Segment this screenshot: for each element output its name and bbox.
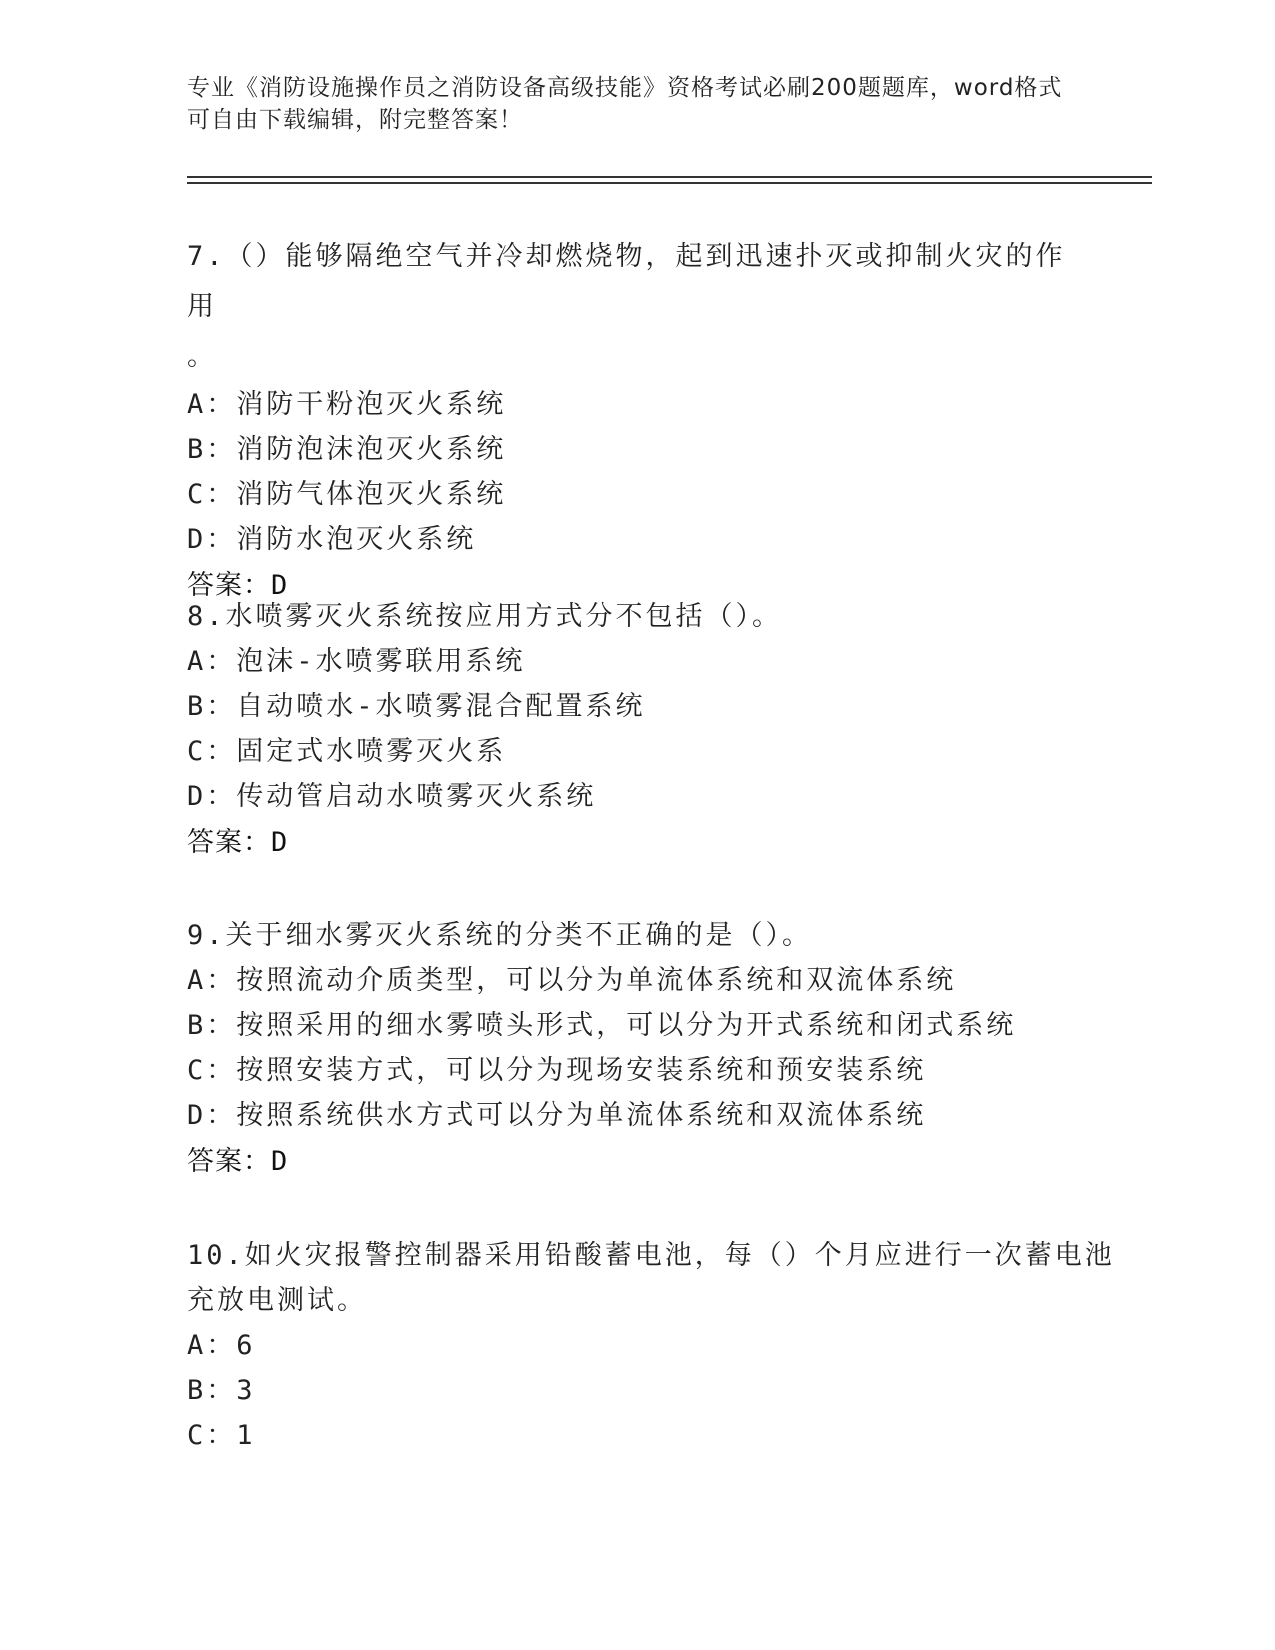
- option-c: C：消防气体泡灭火系统: [187, 479, 507, 510]
- answer-label: 答案：: [187, 1146, 271, 1177]
- answer-line: [187, 819, 1077, 866]
- option-b: B：自动喷水-水喷雾混合配置系统: [187, 691, 646, 722]
- question-9: [187, 913, 1077, 1185]
- document-header: 专业《消防设施操作员之消防设备高级技能》资格考试必刷200题题库，word格式可自由下载编辑，附完整答案！: [187, 75, 1063, 133]
- option-c: C：按照安装方式，可以分为现场安装系统和预安装系统: [187, 1055, 927, 1086]
- option-a: A：按照流动介质类型，可以分为单流体系统和双流体系统: [187, 965, 957, 996]
- question-stem: 8.水喷雾灭火系统按应用方式分不包括（）。: [187, 601, 783, 632]
- option-b: B：3: [187, 1375, 256, 1406]
- option-a: A：消防干粉泡灭火系统: [187, 389, 507, 420]
- header-divider-top: [187, 176, 1152, 178]
- answer-label: 答案：: [187, 570, 271, 601]
- option-b: B：按照采用的细水雾喷头形式，可以分为开式系统和闭式系统: [187, 1010, 1017, 1041]
- question-stem-line: 充放电测试。: [187, 1285, 367, 1316]
- question-stem: [187, 232, 1077, 382]
- question-7: [187, 232, 1077, 609]
- option-d: D：按照系统供水方式可以分为单流体系统和双流体系统: [187, 1100, 927, 1131]
- answer-value: D: [271, 827, 289, 858]
- question-stem-line: 。: [187, 341, 217, 372]
- question-stem-line: 10.如火灾报警控制器采用铅酸蓄电池，每（）个月应进行一次蓄电池: [187, 1240, 1115, 1271]
- option-c: C：1: [187, 1420, 256, 1451]
- question-10: [187, 1233, 1115, 1458]
- option-a: A：泡沫-水喷雾联用系统: [187, 646, 526, 677]
- answer-label: 答案：: [187, 827, 271, 858]
- question-8: [187, 594, 1077, 866]
- answer-value: D: [271, 1146, 289, 1177]
- option-d: D：传动管启动水喷雾灭火系统: [187, 781, 597, 812]
- header-divider-bottom: [187, 182, 1152, 184]
- option-c: C：固定式水喷雾灭火系: [187, 736, 507, 767]
- question-stem: 9.关于细水雾灭火系统的分类不正确的是（）。: [187, 920, 813, 951]
- question-stem-line: 7.（）能够隔绝空气并冷却燃烧物，起到迅速扑灭或抑制火灾的作用: [187, 241, 1066, 322]
- option-a: A：6: [187, 1330, 256, 1361]
- option-d: D：消防水泡灭火系统: [187, 524, 477, 555]
- option-b: B：消防泡沫泡灭火系统: [187, 434, 507, 465]
- answer-line: [187, 1138, 1077, 1185]
- answer-value: D: [271, 570, 289, 601]
